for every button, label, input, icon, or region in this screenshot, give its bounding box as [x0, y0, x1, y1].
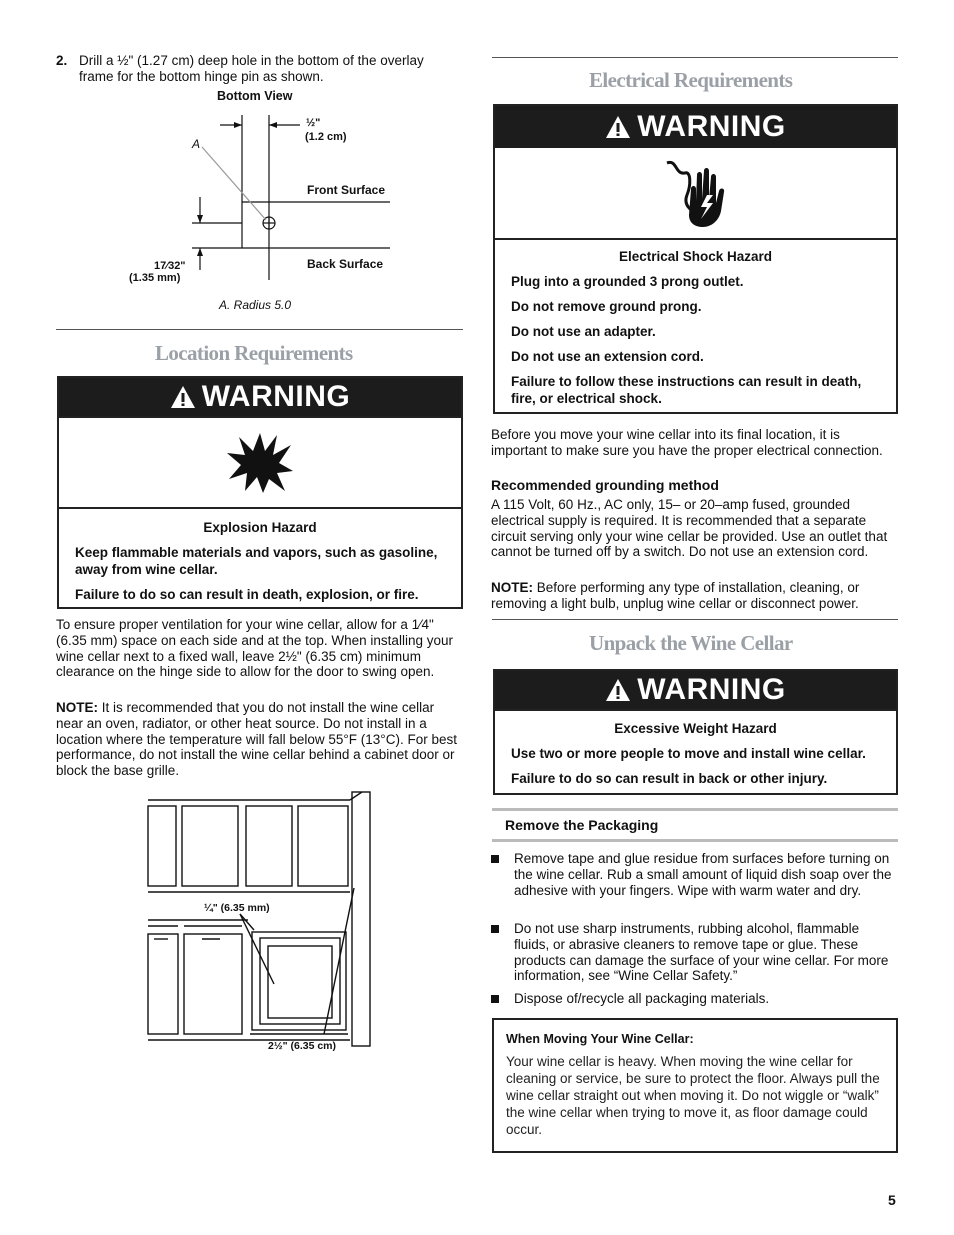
warning-line: Do not use an extension cord. — [511, 349, 704, 364]
warning-triangle-icon — [605, 115, 631, 139]
half-inch-label: ½" — [306, 117, 321, 129]
remove-packaging-heading: Remove the Packaging — [505, 817, 659, 833]
warning-line: Failure to follow these instructions can result in death, fire, or electrical shock. — [511, 374, 862, 406]
warning-line: Failure to do so can result in back or other injury. — [511, 771, 828, 786]
note-text: It is recommended that you do not install the wine cellar near an oven, radiator, or other heat source. Do not install in a location where the temperature will fall below 55°F (13°C). For best performance, do not install the wine cellar behind a cabinet door or block the base grille. — [56, 700, 457, 779]
hinge-diagram-title: Bottom View — [217, 89, 293, 103]
divider — [492, 57, 898, 58]
warning-line: Do not remove ground prong. — [511, 299, 702, 314]
warning-triangle-icon — [605, 678, 631, 702]
grounding-text: A 115 Volt, 60 Hz., AC only, 15– or 20–amp fused, grounded electrical supply is required. It is recommended that a separate circuit serving only your wine cellar be provided. Use an outlet that cannot be turned off by a switch. Do not use an extension cord. — [491, 497, 888, 560]
list-item-text: Dispose of/recycle all packaging materials. — [514, 991, 770, 1006]
electric-shock-hand-icon — [661, 155, 731, 231]
note-text: Before performing any type of installation, cleaning, or removing a light bulb, unplug wine cellar or disconnect power. — [491, 580, 860, 611]
unpack-warning — [493, 669, 898, 795]
bullet-icon — [491, 925, 499, 933]
divider — [492, 619, 898, 620]
warning-label: WARNING — [201, 380, 351, 413]
warning-bar — [495, 106, 896, 148]
warning-label: WARNING — [637, 673, 786, 706]
warning-line: Use two or more people to move and install wine cellar. — [511, 746, 866, 761]
page-number: 5 — [888, 1192, 896, 1208]
warning-triangle-icon — [170, 385, 196, 409]
subheading-top-rule — [492, 808, 898, 811]
step-number: 2. — [56, 53, 68, 68]
list-item — [491, 921, 895, 984]
hinge-caption: A. Radius 5.0 — [219, 298, 292, 312]
moving-heading: When Moving Your Wine Cellar: — [506, 1032, 694, 1046]
bullet-icon — [491, 855, 499, 863]
electrical-warning — [493, 104, 898, 414]
note-label: NOTE: — [491, 580, 533, 595]
list-item-text: Remove tape and glue residue from surfaces before turning on the wine cellar. Rub a small amount of liquid dish soap over the adhesive with your fingers. Wipe with warm water and dry. — [514, 851, 892, 898]
divider — [56, 329, 463, 330]
warning-bar — [59, 378, 461, 416]
moving-text: Your wine cellar is heavy. When moving the wine cellar for cleaning or service, be sure to protect the floor. Always pull the wine cellar straight out when moving it. Do not wiggle or “walk” the wine cellar when trying to move it, as floor damage could occur. — [506, 1054, 880, 1137]
location-note — [56, 700, 460, 779]
location-warning — [57, 376, 463, 609]
list-item — [491, 991, 895, 1007]
gap-label: ¼" (6.35 mm) — [204, 902, 270, 914]
step-text: Drill a ½" (1.27 cm) deep hole in the bottom of the overlay frame for the bottom hinge pin as shown. — [79, 53, 424, 84]
list-item-text: Do not use sharp instruments, rubbing alcohol, flammable fluids, or abrasive cleaners to remove tape or glue. These products can damage the surface of your wine cellar. For more information, see “Wine Cellar Safety.” — [514, 921, 889, 984]
clearance-label: 2½" (6.35 cm) — [268, 1040, 337, 1052]
warning-line: Failure to do so can result in death, explosion, or fire. — [75, 587, 419, 602]
depth-inch-label: 17⁄32" — [154, 260, 186, 272]
electrical-note — [491, 580, 895, 612]
list-item — [491, 851, 895, 898]
unpack-title: Unpack the Wine Cellar — [589, 631, 793, 655]
front-surface-label: Front Surface — [307, 183, 386, 197]
warning-line: Plug into a grounded 3 prong outlet. — [511, 274, 744, 289]
grounding-heading: Recommended grounding method — [491, 477, 719, 493]
hazard-name: Electrical Shock Hazard — [618, 249, 773, 264]
warning-line: Do not use an adapter. — [511, 324, 656, 339]
unpack-warning-text — [495, 709, 896, 787]
cabinet-diagram — [140, 788, 380, 1050]
step-2 — [56, 53, 456, 85]
electrical-paragraph: Before you move your wine cellar into its final location, it is important to make sure you have the proper electrical connection. — [491, 427, 883, 458]
ventilation-paragraph: To ensure proper ventilation for your wine cellar, allow for a 1⁄4" (6.35 mm) space on each side and at the top. When installing your wine cellar next to a fixed wall, leave 2½" (6.35 cm) minimum clearance on the hinge side to allow for the door to swing open. — [56, 617, 453, 680]
depth-mm-label: (1.35 mm) — [129, 272, 181, 284]
location-warning-text — [59, 509, 461, 603]
warning-line: Keep flammable materials and vapors, such as gasoline, away from wine cellar. — [75, 545, 438, 577]
hazard-name: Excessive Weight Hazard — [614, 721, 777, 736]
subheading-bottom-rule — [492, 839, 898, 842]
electrical-warning-text — [495, 240, 896, 407]
electrical-title: Electrical Requirements — [589, 68, 793, 92]
hazard-name: Explosion Hazard — [203, 520, 317, 535]
explosion-icon-area — [59, 416, 461, 509]
shock-icon-area — [495, 148, 896, 240]
back-surface-label: Back Surface — [307, 257, 384, 271]
warning-label: WARNING — [637, 110, 786, 143]
location-title: Location Requirements — [155, 341, 353, 365]
explosion-icon — [225, 431, 295, 495]
half-cm-label: (1.2 cm) — [305, 131, 347, 143]
note-label: NOTE: — [56, 700, 98, 715]
warning-bar — [495, 671, 896, 709]
label-a: A — [192, 137, 201, 151]
bullet-icon — [491, 995, 499, 1003]
moving-box — [492, 1018, 898, 1153]
